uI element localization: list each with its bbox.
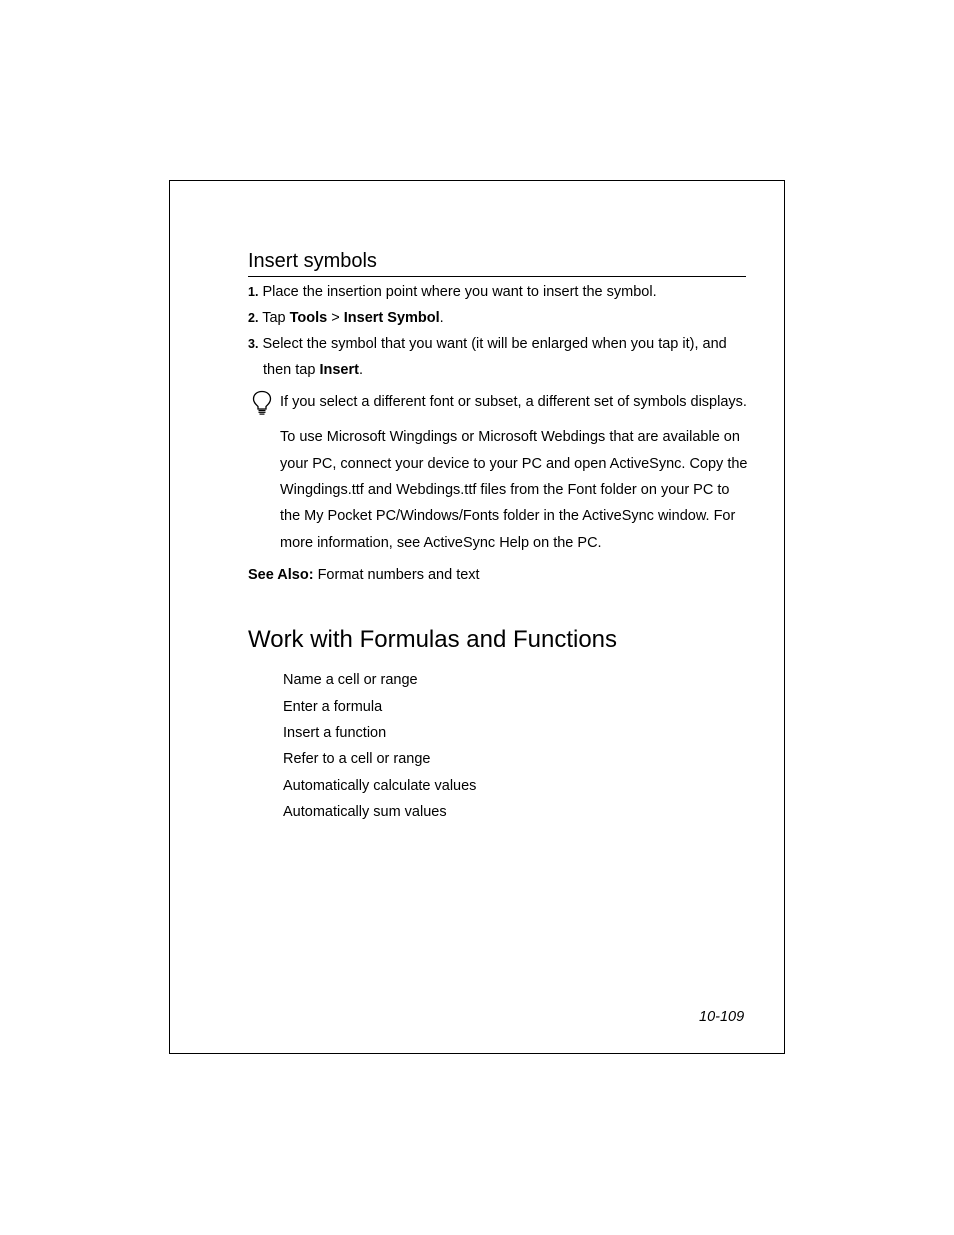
step-3-line-2-post: . <box>358 362 363 378</box>
link-refer-cell[interactable]: Refer to a cell or range <box>283 751 431 767</box>
formulas-title: Work with Formulas and Functions <box>248 626 618 653</box>
link-auto-sum[interactable]: Automatically sum values <box>283 804 447 820</box>
step-3-line-2-pre: then tap <box>263 362 320 378</box>
step-1-number: 1. <box>248 285 259 299</box>
lightbulb-icon <box>252 390 272 416</box>
see-also <box>248 566 480 584</box>
see-also-label: See Also: <box>248 567 314 583</box>
step-3-line-1: Select the symbol that you want (it will be enlarged when you tap it), and <box>262 336 727 352</box>
step-3-line-2 <box>263 361 363 379</box>
link-insert-function[interactable]: Insert a function <box>283 725 387 741</box>
see-also-link[interactable]: Format numbers and text <box>313 567 480 583</box>
step-2 <box>248 309 444 327</box>
note-line-1: To use Microsoft Wingdings or Microsoft Webdings that are available on <box>280 429 740 445</box>
step-1-text: Place the insertion point where you want to insert the symbol. <box>262 284 657 300</box>
step-2-pre: Tap <box>262 310 290 326</box>
link-auto-calculate[interactable]: Automatically calculate values <box>283 778 477 794</box>
note-line-3: Wingdings.ttf and Webdings.ttf files from the Font folder on your PC to <box>280 482 730 498</box>
step-3-number: 3. <box>248 337 259 351</box>
link-enter-formula[interactable]: Enter a formula <box>283 699 383 715</box>
step-2-tools: Tools <box>289 310 328 326</box>
step-2-mid: > <box>327 310 344 326</box>
step-3 <box>248 335 727 353</box>
note-line-4: the My Pocket PC/Windows/Fonts folder in the ActiveSync window. For <box>280 508 736 524</box>
step-2-insert-symbol: Insert Symbol <box>343 310 440 326</box>
section-title: Insert symbols <box>248 250 377 272</box>
note-line-5: more information, see ActiveSync Help on the PC. <box>280 535 602 551</box>
step-2-post: . <box>439 310 444 326</box>
step-1 <box>248 283 657 301</box>
page-number: 10-109 <box>699 1009 745 1025</box>
note-line-2: your PC, connect your device to your PC and open ActiveSync. Copy the <box>280 456 748 472</box>
title-underline <box>248 276 746 277</box>
step-2-number: 2. <box>248 311 259 325</box>
link-name-cell[interactable]: Name a cell or range <box>283 672 418 688</box>
tip-text: If you select a different font or subset, a different set of symbols displays. <box>280 394 747 410</box>
step-3-insert: Insert <box>319 362 359 378</box>
